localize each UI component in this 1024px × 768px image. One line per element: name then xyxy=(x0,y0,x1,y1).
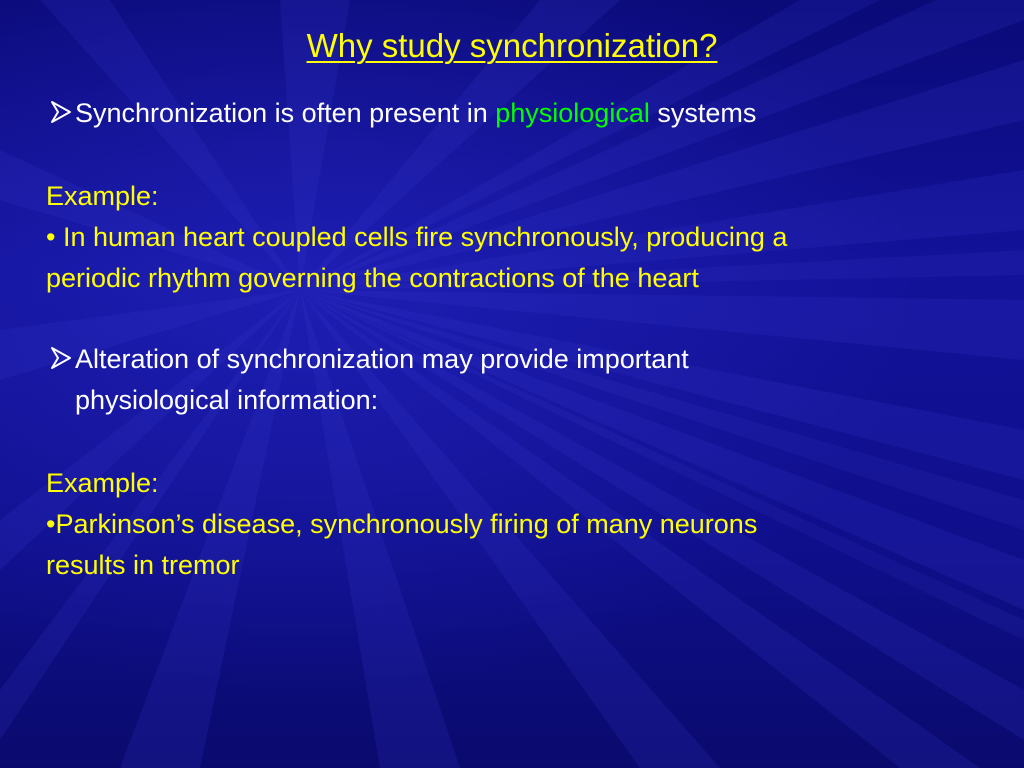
bullet-point-2 xyxy=(48,339,689,380)
example-2-label: Example: xyxy=(46,468,159,498)
bullet-point-2-line-1: Alteration of synchronization may provide important xyxy=(75,344,689,374)
slide-title: Why study synchronization? xyxy=(306,27,718,64)
highlight-physiological: physiological xyxy=(495,98,650,128)
example-1-line-1: • In human heart coupled cells fire synchronously, producing a xyxy=(46,222,788,252)
example-1-line-2: periodic rhythm governing the contractions of the heart xyxy=(46,263,699,293)
example-2-line-2: results in tremor xyxy=(46,550,240,580)
example-1-label: Example: xyxy=(46,181,159,211)
bullet-point-2-line-2: physiological information: xyxy=(75,385,379,415)
arrow-bullet-icon xyxy=(48,345,74,371)
bullet-point-1 xyxy=(48,93,756,134)
bullet-point-1-text-before: Synchronization is often present in xyxy=(75,98,496,128)
arrow-bullet-icon xyxy=(48,99,74,125)
bullet-point-1-text-after: systems xyxy=(649,98,757,128)
example-2-line-1: •Parkinson’s disease, synchronously firing of many neurons xyxy=(46,509,758,539)
